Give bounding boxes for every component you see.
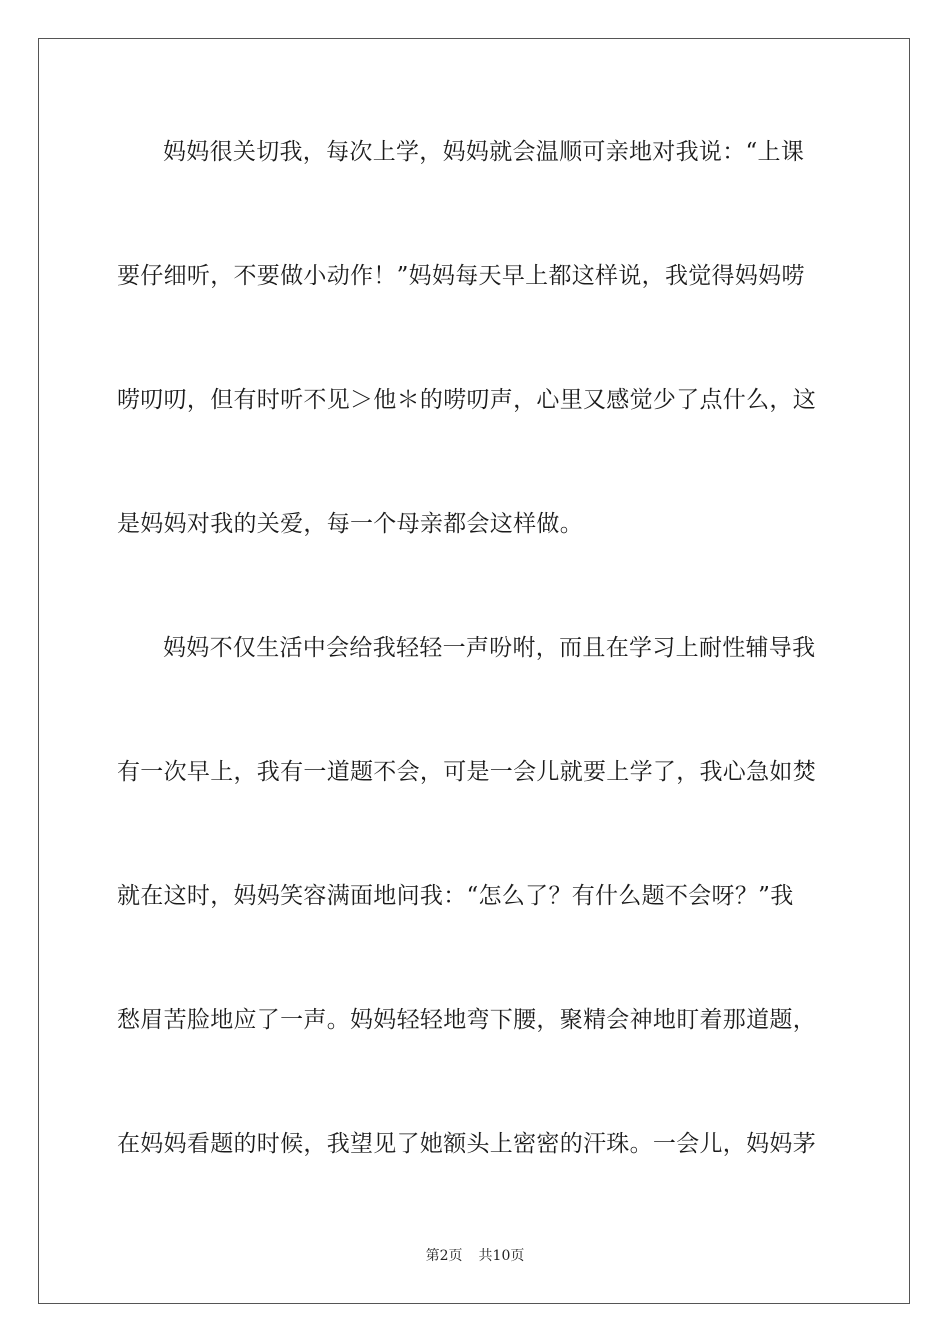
page-border [38,38,910,1304]
paragraph-1-line-1: 妈妈很关切我，每次上学，妈妈就会温顺可亲地对我说：“上课 [163,139,805,165]
paragraph-2-line-5: 在妈妈看题的时候，我望见了她额头上密密的汗珠。一会儿，妈妈茅 [117,1131,816,1157]
page-number-total: 共10页 [478,1248,525,1264]
page-number-current: 第2页 [425,1248,463,1264]
paragraph-2-line-1: 妈妈不仅生活中会给我轻轻一声吩咐，而且在学习上耐性辅导我 [163,635,816,661]
paragraph-2-line-4: 愁眉苦脸地应了一声。妈妈轻轻地弯下腰，聚精会神地盯着那道题， [117,1007,816,1033]
page-footer [0,1246,950,1266]
paragraph-2-line-3: 就在这时，妈妈笑容满面地问我：“怎么了？有什么题不会呀？”我 [117,883,794,909]
paragraph-1-line-4: 是妈妈对我的关爱，每一个母亲都会这样做。 [117,511,583,537]
paragraph-2-line-2: 有一次早上，我有一道题不会，可是一会儿就要上学了，我心急如焚 [117,759,816,785]
paragraph-1-line-2: 要仔细听，不要做小动作！”妈妈每天早上都这样说，我觉得妈妈唠 [117,263,805,289]
paragraph-1-line-3: 唠叨叨，但有时听不见＞他＊的唠叨声，心里又感觉少了点什么，这 [117,387,816,413]
